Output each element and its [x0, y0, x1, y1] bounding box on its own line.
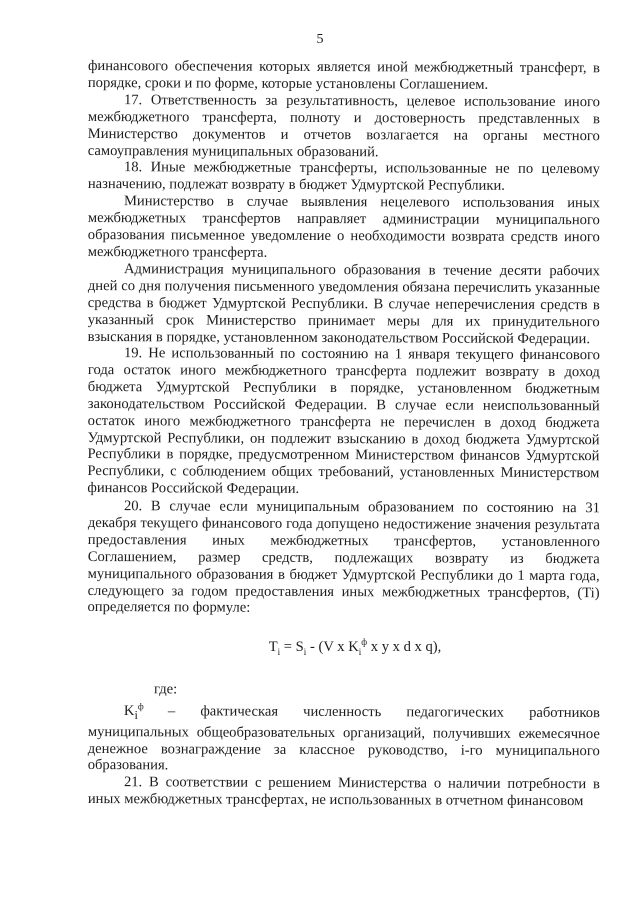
paragraph: финансового обеспечения которых является иной межбюджетный трансферт, в порядке, сроки и по форме, которые установлены Соглашением.: [87, 58, 600, 93]
formula-k-sup: ф: [361, 636, 368, 647]
formula: [88, 616, 600, 681]
formula-lhs: T: [268, 638, 278, 655]
paragraph: 21. В соответствии с решением Министерства о наличии потребности в иных межбюджетных трансфертах, не использованных в отчетном финансовом: [87, 774, 600, 810]
formula-tail: x y x d x q),: [367, 638, 442, 655]
paragraph: 18. Иные межбюджетные трансферты, использованные не по целевому назначению, подлежат возврату в бюджет Удмуртской Республики.: [87, 159, 600, 195]
formula-k-sub: i: [358, 646, 362, 657]
formula-lhs-sub: i: [277, 646, 281, 657]
document-body: [88, 58, 600, 808]
definition-paragraph: [88, 698, 600, 777]
paragraph: 19. Не использованный по состоянию на 1 января текущего финансового года остаток иного межбюджетного трансферта подлежит возврату в доход бюджета Удмуртской Республики в порядке, установленном бюджетным законодательством Российской Федерации. В случае если неиспользованный остаток иного межбюджетного трансферта не перечислен в доход бюджета Удмуртской Республики, он подлежит взысканию в доход бюджета Удмуртской Республики в порядке, предусмотренном Министерством финансов Удмуртской Республики, с соблюдением общих требований, установленных Министерством финансов Российской Федерации.: [87, 345, 600, 498]
paragraph: Министерство в случае выявления нецелевого использования иных межбюджетных трансфертов направляет администрации муниципального образования письменное уведомление о необходимости возврата средств иного межбюджетного трансферта.: [87, 193, 600, 261]
definition-symbol: $K_i^ф$: [123, 700, 144, 722]
formula-eq: = S: [280, 638, 304, 655]
paragraph: Администрация муниципального образования в течение десяти рабочих дней со дня получения письменного уведомления обязана перечислить указанные средства в бюджет Удмуртской Республики. В случае неперечисления средств в указанный срок Министерство принимает меры для их принудительного взыскания в порядке, установленном законодательством Российской Федерации.: [87, 261, 600, 347]
paragraph: 17. Ответственность за результативность, целевое использование иного межбюджетного трансферта, полноту и достоверность представленных в Министерство документов и отчетов возлагается на органы местного самоуправления муниципальных образований.: [87, 91, 600, 160]
definition-text: – фактическая численность педагогических работников муниципальных общеобразовательных организаций, получивших ежемесячное денежное вознаграждение за классное руководство, i-го муниципального образования.: [87, 702, 600, 774]
where-label: где:: [153, 680, 178, 698]
formula-s-sub: i: [303, 646, 307, 657]
page-number: 5: [316, 32, 324, 47]
paragraph: 20. В случае если муниципальным образованием по состоянию на 31 декабря текущего финансового года допущено недостижение значения результата предоставления иных межбюджетных трансфертов, установленного Соглашением, размер средств, подлежащих возврату из бюджета муниципального образования в бюджет Удмуртской Республики до 1 марта года, следующего за годом предоставления иных межбюджетных трансфертов, (Ti) определяется по формуле:: [87, 497, 600, 616]
paragraphs-after-formula: [88, 774, 600, 808]
paragraphs-before-formula: [88, 58, 600, 616]
formula-mid: - (V x K: [306, 638, 359, 655]
